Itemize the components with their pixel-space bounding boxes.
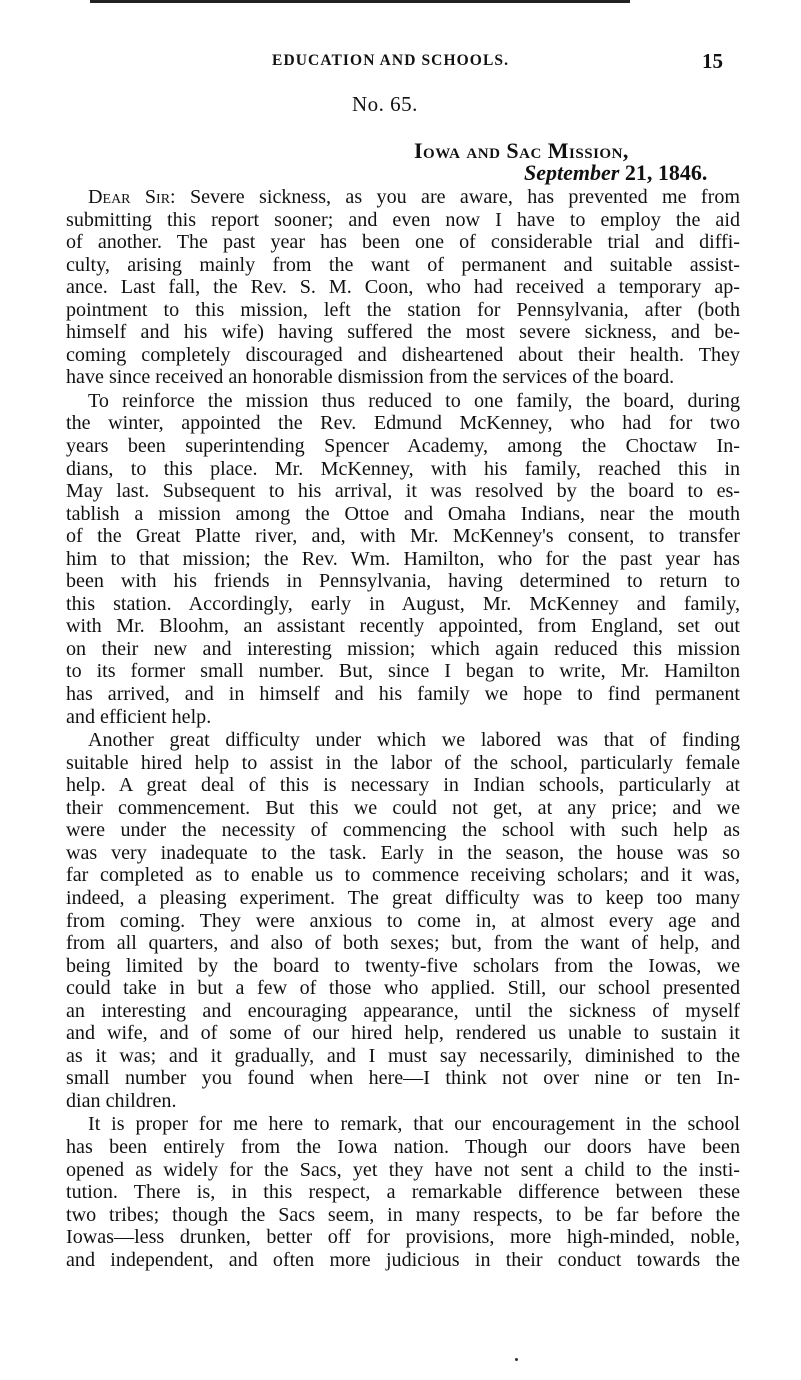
- text-line: this station. Accordingly, early in August, Mr. McKenney and family,: [66, 592, 740, 615]
- text-line: coming completely discouraged and disheartened about their health. They: [66, 343, 740, 366]
- text-line: Dear Sir: Severe sickness, as you are aware, has prevented me from: [88, 186, 740, 208]
- text-line: the winter, appointed the Rev. Edmund McKenney, who had for two: [66, 412, 740, 435]
- text-line: opened as widely for the Sacs, yet they have not sent a child to the insti-: [66, 1158, 740, 1181]
- text-line: It is proper for me here to remark, that our encouragement in the school: [88, 1113, 740, 1136]
- text-line: ance. Last fall, the Rev. S. M. Coon, who had received a temporary ap-: [66, 276, 740, 299]
- text-line: far completed as to enable us to commence receiving scholars; and it was,: [66, 864, 740, 887]
- text-line: have since received an honorable dismission from the services of the board.: [66, 366, 675, 389]
- text-line: has been entirely from the Iowa nation. Though our doors have been: [66, 1135, 740, 1158]
- text-line: indeed, a pleasing experiment. The great difficulty was to keep too many: [66, 886, 740, 909]
- text-line: to its former small number. But, since I began to write, Mr. Hamilton: [66, 660, 740, 683]
- paragraph-2: [66, 390, 740, 728]
- date-month: September: [524, 160, 620, 185]
- document-number: No. 65.: [352, 92, 418, 116]
- text-line: pointment to this mission, left the station for Pennsylvania, after (both: [66, 298, 740, 321]
- text-line: suitable hired help to assist in the labor of the school, particularly female: [66, 751, 740, 774]
- text-line: dian children.: [66, 1089, 177, 1112]
- letter-date: [524, 160, 707, 186]
- text-line: dians, to this place. Mr. McKenney, with his family, reached this in: [66, 457, 740, 480]
- page-number: 15: [702, 49, 723, 73]
- text-line: were under the necessity of commencing the school with such help as: [66, 819, 740, 842]
- letter-body: [66, 186, 740, 1272]
- text-line: their commencement. But this we could not get, at any price; and we: [66, 796, 740, 819]
- text-line: as it was; and it gradually, and I must say necessarily, diminished to the: [66, 1044, 740, 1067]
- text-line: tution. There is, in this respect, a remarkable difference between these: [66, 1181, 740, 1204]
- text-line: May last. Subsequent to his arrival, it was resolved by the board to es-: [66, 480, 740, 503]
- date-day-year: 21, 1846.: [619, 160, 708, 185]
- text-line: Iowas—less drunken, better off for provisions, more high-minded, noble,: [66, 1226, 740, 1249]
- running-head: [0, 49, 801, 76]
- mission-heading: Iowa and Sac Mission,: [414, 138, 629, 163]
- salutation: Dear Sir:: [88, 186, 176, 208]
- text-line: and efficient help.: [66, 705, 212, 728]
- text-line: Another great difficulty under which we labored was that of finding: [88, 729, 740, 752]
- text-line: from coming. They were anxious to come in, at almost every age and: [66, 909, 740, 932]
- text-line: culty, arising mainly from the want of permanent and suitable assist-: [66, 253, 740, 276]
- text-line: was very inadequate to the task. Early in the season, the house was so: [66, 841, 740, 864]
- text-line: help. A great deal of this is necessary in Indian schools, particularly at: [66, 774, 740, 797]
- text-line: has arrived, and in himself and his family we hope to find permanent: [66, 683, 740, 706]
- text-line: and wife, and of some of our hired help, rendered us unable to sustain it: [66, 1022, 740, 1045]
- text-line: from all quarters, and also of both sexes; but, from the want of help, and: [66, 932, 740, 955]
- text-line: been with his friends in Pennsylvania, having determined to return to: [66, 570, 740, 593]
- text-line: of the Great Platte river, and, with Mr. McKenney's consent, to transfer: [66, 525, 740, 548]
- text-line: an interesting and encouraging appearance, until the sickness of myself: [66, 999, 740, 1022]
- text-line: on their new and interesting mission; which again reduced this mission: [66, 637, 740, 660]
- text-line: and independent, and often more judicious in their conduct towards the: [66, 1248, 740, 1271]
- paragraph-4: [66, 1113, 740, 1271]
- text-line: of another. The past year has been one of considerable trial and diffi-: [66, 231, 740, 254]
- text-line: submitting this report sooner; and even now I have to employ the aid: [66, 208, 740, 231]
- text-line: with Mr. Bloohm, an assistant recently appointed, from England, set out: [66, 615, 740, 638]
- text-line: years been superintending Spencer Academy, among the Choctaw In-: [66, 435, 740, 458]
- ink-speck: [515, 1358, 518, 1361]
- text-line: himself and his wife) having suffered the most severe sickness, and be-: [66, 321, 740, 344]
- text-line: small number you found when here—I think not over nine or ten In-: [66, 1067, 740, 1090]
- text-line: being limited by the board to twenty-five scholars from the Iowas, we: [66, 954, 740, 977]
- text-line: him to that mission; the Rev. Wm. Hamilton, who for the past year has: [66, 547, 740, 570]
- top-rule: [90, 0, 630, 3]
- text-line: could take in but a few of those who applied. Still, our school presented: [66, 977, 740, 1000]
- text-line: tablish a mission among the Ottoe and Omaha Indians, near the mouth: [66, 502, 740, 525]
- text-line: two tribes; though the Sacs seem, in many respects, to be far before the: [66, 1203, 740, 1226]
- text-line: To reinforce the mission thus reduced to one family, the board, during: [88, 389, 740, 412]
- running-title: EDUCATION AND SCHOOLS.: [272, 52, 510, 69]
- paragraph-1: [66, 186, 740, 389]
- paragraph-3: [66, 729, 740, 1112]
